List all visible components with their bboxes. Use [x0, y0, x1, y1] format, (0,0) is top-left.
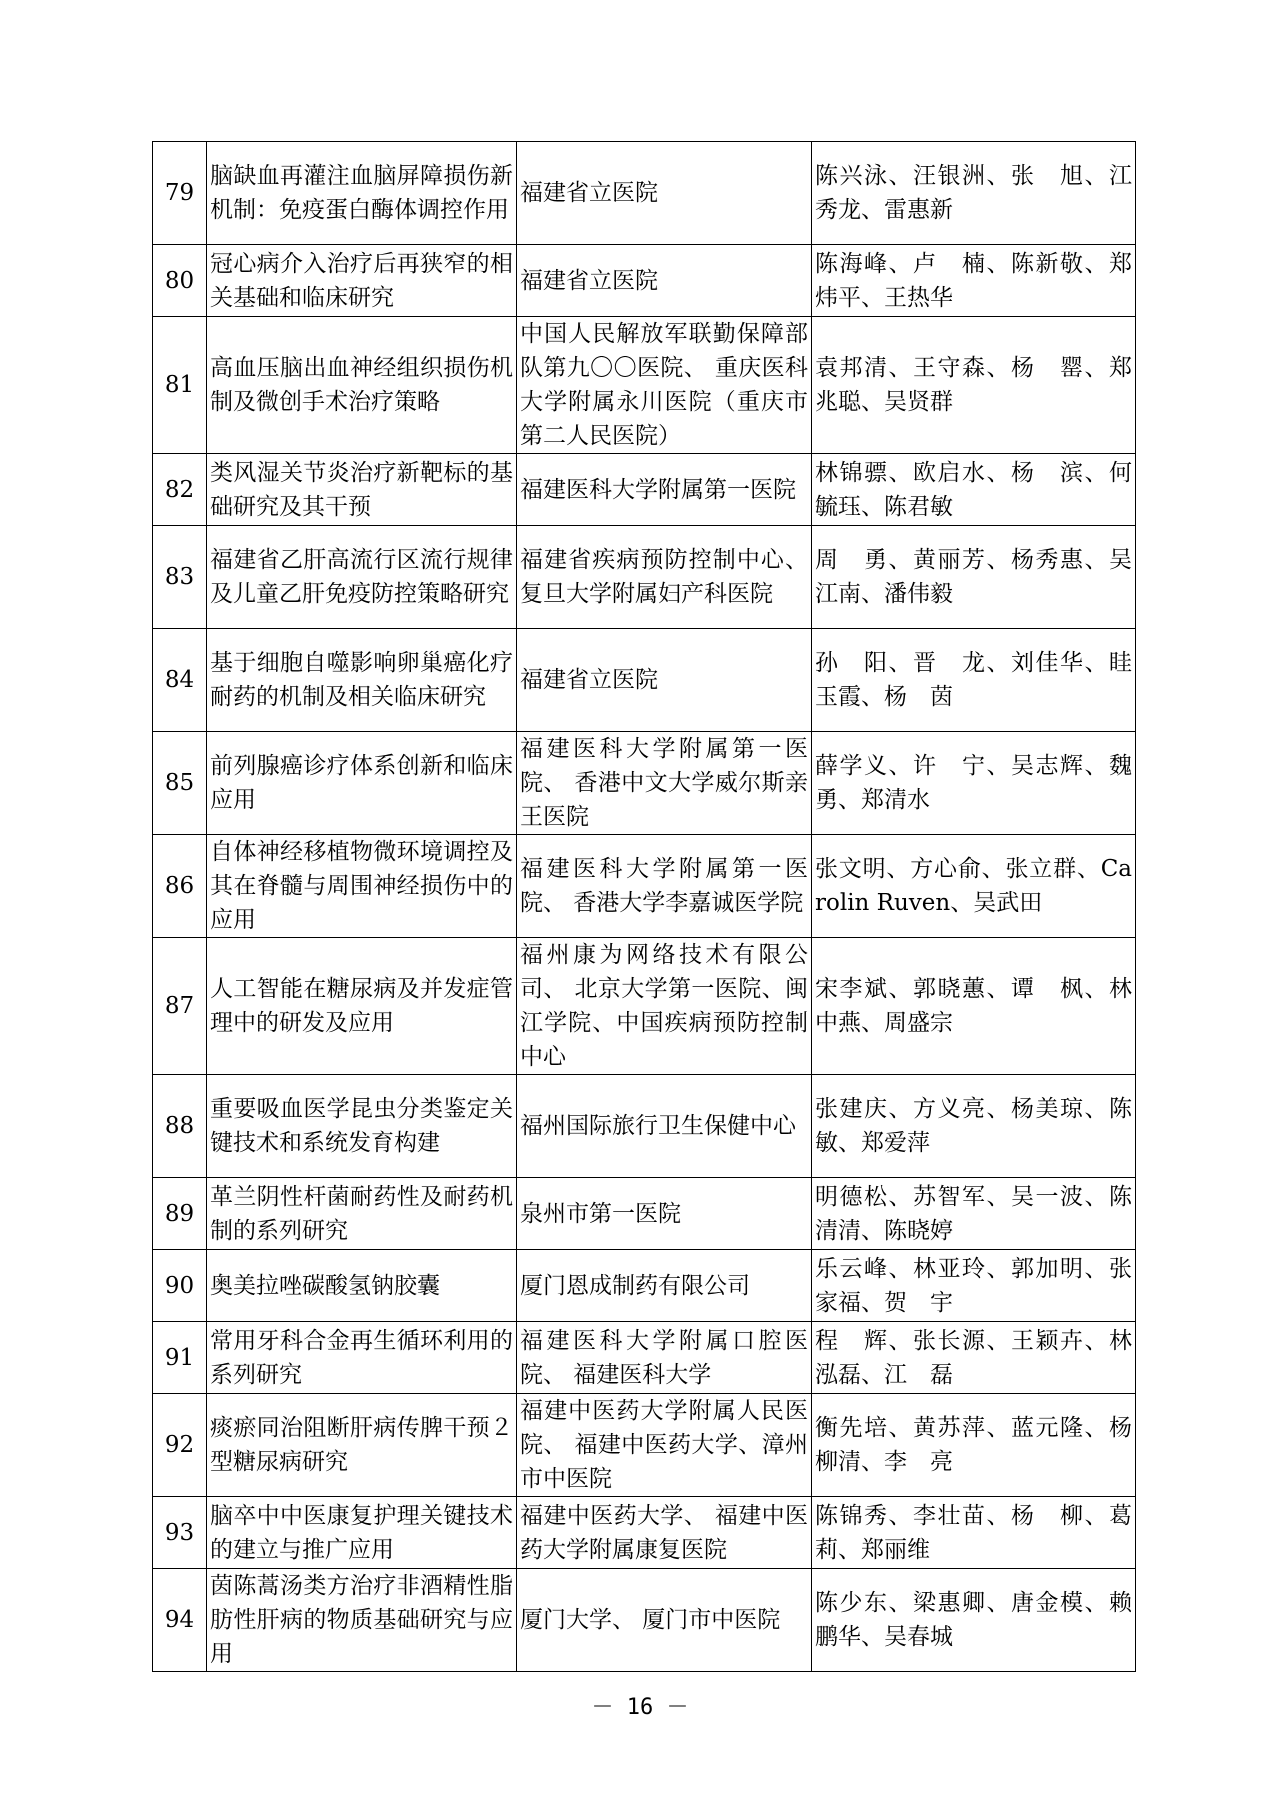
row-number: 81	[153, 317, 207, 454]
completing-people: 张文明、方心俞、张立群、Carolin Ruven、吴武田	[812, 835, 1136, 938]
project-name: 革兰阴性杆菌耐药性及耐药机制的系列研究	[207, 1178, 517, 1250]
completing-people: 张建庆、方义亮、杨美琼、陈 敏、郑爱萍	[812, 1075, 1136, 1178]
completing-unit: 福州国际旅行卫生保健中心	[517, 1075, 812, 1178]
project-name: 常用牙科合金再生循环利用的系列研究	[207, 1322, 517, 1394]
table-row	[153, 1394, 1136, 1497]
completing-people: 周 勇、黄丽芳、杨秀惠、吴江南、潘伟毅	[812, 526, 1136, 629]
completing-unit: 福建医科大学附属口腔医院、 福建医科大学	[517, 1322, 812, 1394]
completing-unit: 福建省疾病预防控制中心、 复旦大学附属妇产科医院	[517, 526, 812, 629]
awards-table	[152, 141, 1155, 1672]
table-row	[153, 1322, 1136, 1394]
project-name: 冠心病介入治疗后再狭窄的相关基础和临床研究	[207, 245, 517, 317]
page-number: － 16 －	[591, 1695, 689, 1720]
completing-people: 陈海峰、卢 楠、陈新敬、郑炜平、王热华	[812, 245, 1136, 317]
table-row	[153, 1569, 1136, 1672]
project-name: 脑卒中中医康复护理关键技术的建立与推广应用	[207, 1497, 517, 1569]
completing-unit: 福建医科大学附属第一医院、 香港大学李嘉诚医学院	[517, 835, 812, 938]
row-number: 88	[153, 1075, 207, 1178]
project-name: 基于细胞自噬影响卵巢癌化疗耐药的机制及相关临床研究	[207, 629, 517, 732]
project-name: 自体神经移植物微环境调控及其在脊髓与周围神经损伤中的应用	[207, 835, 517, 938]
row-number: 80	[153, 245, 207, 317]
completing-people: 宋李斌、郭晓蕙、谭 枫、林中燕、周盛宗	[812, 938, 1136, 1075]
table-row	[153, 317, 1136, 454]
project-name: 类风湿关节炎治疗新靶标的基础研究及其干预	[207, 454, 517, 526]
completing-people: 陈兴泳、汪银洲、张 旭、江秀龙、雷惠新	[812, 142, 1136, 245]
completing-people: 衡先培、黄苏萍、蓝元隆、杨柳清、李 亮	[812, 1394, 1136, 1497]
completing-people: 孙 阳、晋 龙、刘佳华、眭玉霞、杨 茵	[812, 629, 1136, 732]
row-number: 93	[153, 1497, 207, 1569]
completing-unit: 福建中医药大学附属人民医院、 福建中医药大学、漳州市中医院	[517, 1394, 812, 1497]
completing-people: 乐云峰、林亚玲、郭加明、张家福、贺 宇	[812, 1250, 1136, 1322]
project-name: 茵陈蒿汤类方治疗非酒精性脂肪性肝病的物质基础研究与应用	[207, 1569, 517, 1672]
project-name: 人工智能在糖尿病及并发症管理中的研发及应用	[207, 938, 517, 1075]
completing-people: 明德松、苏智军、吴一波、陈清清、陈晓婷	[812, 1178, 1136, 1250]
completing-unit: 厦门恩成制药有限公司	[517, 1250, 812, 1322]
project-name: 福建省乙肝高流行区流行规律及儿童乙肝免疫防控策略研究	[207, 526, 517, 629]
completing-unit: 福建医科大学附属第一医院	[517, 454, 812, 526]
row-number: 90	[153, 1250, 207, 1322]
row-number: 79	[153, 142, 207, 245]
completing-people: 袁邦清、王守森、杨 罂、郑兆聪、吴贤群	[812, 317, 1136, 454]
project-name: 奥美拉唑碳酸氢钠胶囊	[207, 1250, 517, 1322]
row-number: 82	[153, 454, 207, 526]
project-name: 重要吸血医学昆虫分类鉴定关键技术和系统发育构建	[207, 1075, 517, 1178]
table-row	[153, 1497, 1136, 1569]
completing-unit: 福建中医药大学、 福建中医药大学附属康复医院	[517, 1497, 812, 1569]
row-number: 86	[153, 835, 207, 938]
project-name: 脑缺血再灌注血脑屏障损伤新机制：免疫蛋白酶体调控作用	[207, 142, 517, 245]
table-row	[153, 1250, 1136, 1322]
completing-unit: 福州康为网络技术有限公司、 北京大学第一医院、闽江学院、中国疾病预防控制中心	[517, 938, 812, 1075]
row-number: 94	[153, 1569, 207, 1672]
completing-unit: 福建医科大学附属第一医院、 香港中文大学威尔斯亲王医院	[517, 732, 812, 835]
completing-unit: 厦门大学、 厦门市中医院	[517, 1569, 812, 1672]
completing-unit: 泉州市第一医院	[517, 1178, 812, 1250]
table-row	[153, 245, 1136, 317]
row-number: 85	[153, 732, 207, 835]
completing-unit: 福建省立医院	[517, 629, 812, 732]
completing-people: 陈少东、梁惠卿、唐金模、赖鹏华、吴春城	[812, 1569, 1136, 1672]
completing-people: 薛学义、许 宁、吴志辉、魏 勇、郑清水	[812, 732, 1136, 835]
completing-people: 林锦骠、欧启水、杨 滨、何毓珏、陈君敏	[812, 454, 1136, 526]
project-name: 高血压脑出血神经组织损伤机制及微创手术治疗策略	[207, 317, 517, 454]
table-row	[153, 142, 1136, 245]
row-number: 92	[153, 1394, 207, 1497]
completing-unit: 福建省立医院	[517, 142, 812, 245]
table-row	[153, 629, 1136, 732]
table-row	[153, 454, 1136, 526]
table-row	[153, 732, 1136, 835]
table-row	[153, 835, 1136, 938]
table-row	[153, 1075, 1136, 1178]
table-row	[153, 526, 1136, 629]
row-number: 83	[153, 526, 207, 629]
project-name: 痰瘀同治阻断肝病传脾干预２型糖尿病研究	[207, 1394, 517, 1497]
project-name: 前列腺癌诊疗体系创新和临床应用	[207, 732, 517, 835]
row-number: 91	[153, 1322, 207, 1394]
table-row	[153, 1178, 1136, 1250]
row-number: 89	[153, 1178, 207, 1250]
completing-people: 陈锦秀、李壮苗、杨 柳、葛 莉、郑丽维	[812, 1497, 1136, 1569]
completing-people: 程 辉、张长源、王颖卉、林泓磊、江 磊	[812, 1322, 1136, 1394]
completing-unit: 福建省立医院	[517, 245, 812, 317]
table-row	[153, 938, 1136, 1075]
row-number: 87	[153, 938, 207, 1075]
row-number: 84	[153, 629, 207, 732]
completing-unit: 中国人民解放军联勤保障部队第九〇〇医院、 重庆医科大学附属永川医院（重庆市第二人民医院）	[517, 317, 812, 454]
